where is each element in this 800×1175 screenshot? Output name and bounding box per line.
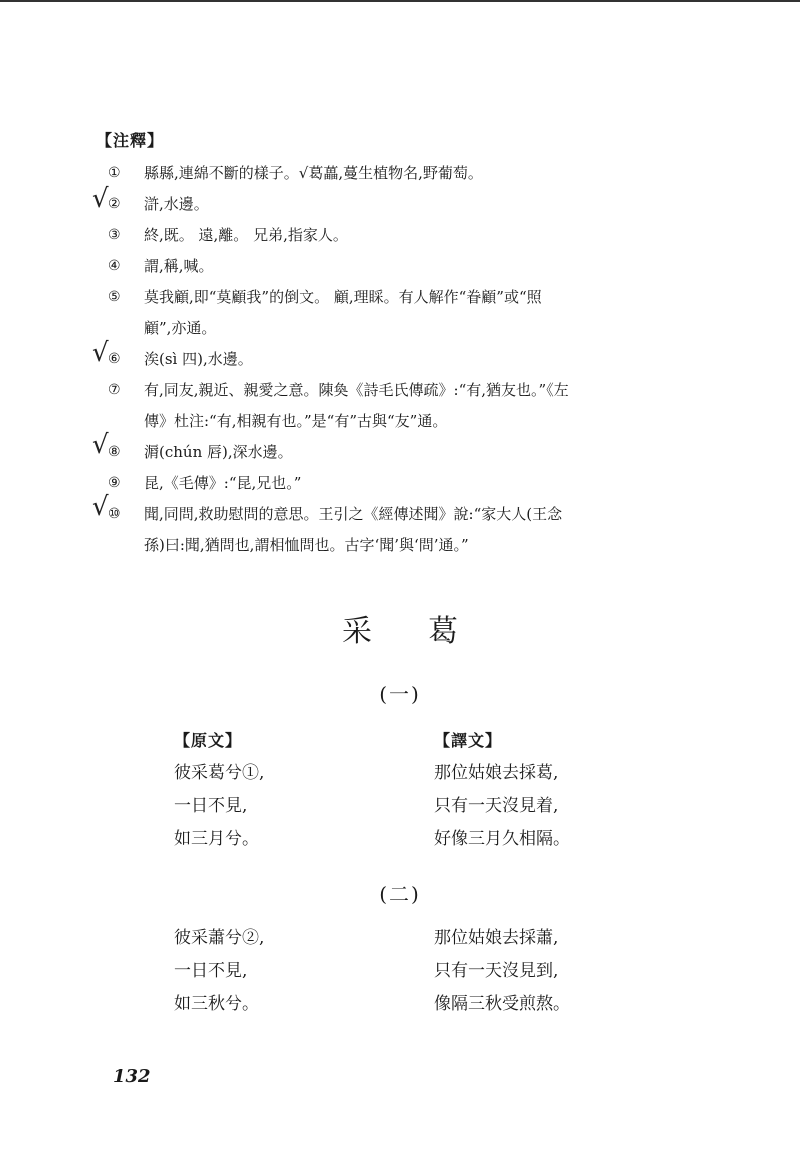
note-text: 縣縣,連綿不斷的樣子。√葛藟,蔓生植物名,野葡萄。 <box>144 164 483 182</box>
poem-line: 只有一天沒見到, <box>434 961 559 981</box>
top-border <box>0 0 800 2</box>
note-item <box>108 468 668 499</box>
check-mark-icon: √ <box>92 430 109 460</box>
page-number: 132 <box>113 1066 151 1087</box>
note-text: 終,既。 遠,離。 兄弟,指家人。 <box>144 226 348 244</box>
note-number: ⑩ <box>108 506 121 522</box>
note-item <box>108 375 668 437</box>
check-mark-icon: √ <box>92 492 109 522</box>
note-item <box>108 158 668 189</box>
poem-line: 如三秋兮。 <box>174 994 259 1014</box>
note-number: ⑨ <box>108 475 121 491</box>
note-number: ① <box>108 165 121 181</box>
note-number: ⑥ <box>108 351 121 367</box>
note-text: 有,同友,親近、親愛之意。陳奐《詩毛氏傳疏》:“有,猶友也。”《左 <box>144 381 569 399</box>
original-column <box>174 922 264 1021</box>
note-text: 漘(chún 唇),深水邊。 <box>144 443 293 461</box>
poem-line: 那位姑娘去採葛, <box>434 763 559 783</box>
poem-title: 采葛 <box>342 614 514 649</box>
note-number: ⑤ <box>108 289 121 305</box>
check-mark-icon: √ <box>92 184 109 214</box>
poem-line: 如三月兮。 <box>174 829 259 849</box>
note-text: 滸,水邊。 <box>144 195 209 213</box>
stanza-title: (二) <box>379 882 421 906</box>
original-column <box>174 724 264 856</box>
note-number: ⑦ <box>108 382 121 398</box>
note-item <box>108 499 668 561</box>
poem-line: 一日不見, <box>174 961 248 981</box>
note-item <box>108 251 668 282</box>
poem-line: 像隔三秋受煎熬。 <box>434 994 570 1014</box>
poem-line: 只有一天沒見着, <box>434 796 559 816</box>
poem-line: 好像三月久相隔。 <box>434 829 570 849</box>
note-item <box>108 282 668 344</box>
note-text: 莫我顧,即“莫顧我”的倒文。 顧,理睬。有人解作“眷顧”或“照 <box>144 288 542 306</box>
poem-line: 彼采蕭兮②, <box>174 928 265 948</box>
translation-column <box>434 922 570 1021</box>
note-item <box>108 220 668 251</box>
note-text: 涘(sì 四),水邊。 <box>144 350 253 368</box>
note-item <box>108 437 668 468</box>
poem-line: 那位姑娘去採蕭, <box>434 928 559 948</box>
notes-header: 【注釋】 <box>96 131 165 150</box>
note-text: 昆,《毛傳》:“昆,兄也。” <box>144 474 302 492</box>
poem-line: 彼采葛兮①, <box>174 763 265 783</box>
note-text-continued: 孫)曰:聞,猶問也,謂相恤問也。古字‘聞’與‘問’通。” <box>144 536 469 554</box>
note-text-continued: 傳》杜注:“有,相親有也。”是“有”古與“友”通。 <box>144 412 448 430</box>
note-number: ⑧ <box>108 444 121 460</box>
note-number: ③ <box>108 227 121 243</box>
check-mark-icon: √ <box>92 338 109 368</box>
original-label: 【原文】 <box>174 731 243 750</box>
poem-line: 一日不見, <box>174 796 248 816</box>
translation-column <box>434 724 570 856</box>
note-text-continued: 顧”,亦通。 <box>144 319 217 337</box>
notes-list <box>108 158 668 561</box>
note-item <box>108 344 668 375</box>
note-number: ④ <box>108 258 121 274</box>
note-item <box>108 189 668 220</box>
note-text: 聞,同問,救助慰問的意思。王引之《經傳述聞》說:“家大人(王念 <box>144 505 563 523</box>
translation-label: 【譯文】 <box>434 731 503 750</box>
note-number: ② <box>108 196 121 212</box>
note-text: 謂,稱,喊。 <box>144 257 214 275</box>
stanza-title: (一) <box>379 682 421 706</box>
